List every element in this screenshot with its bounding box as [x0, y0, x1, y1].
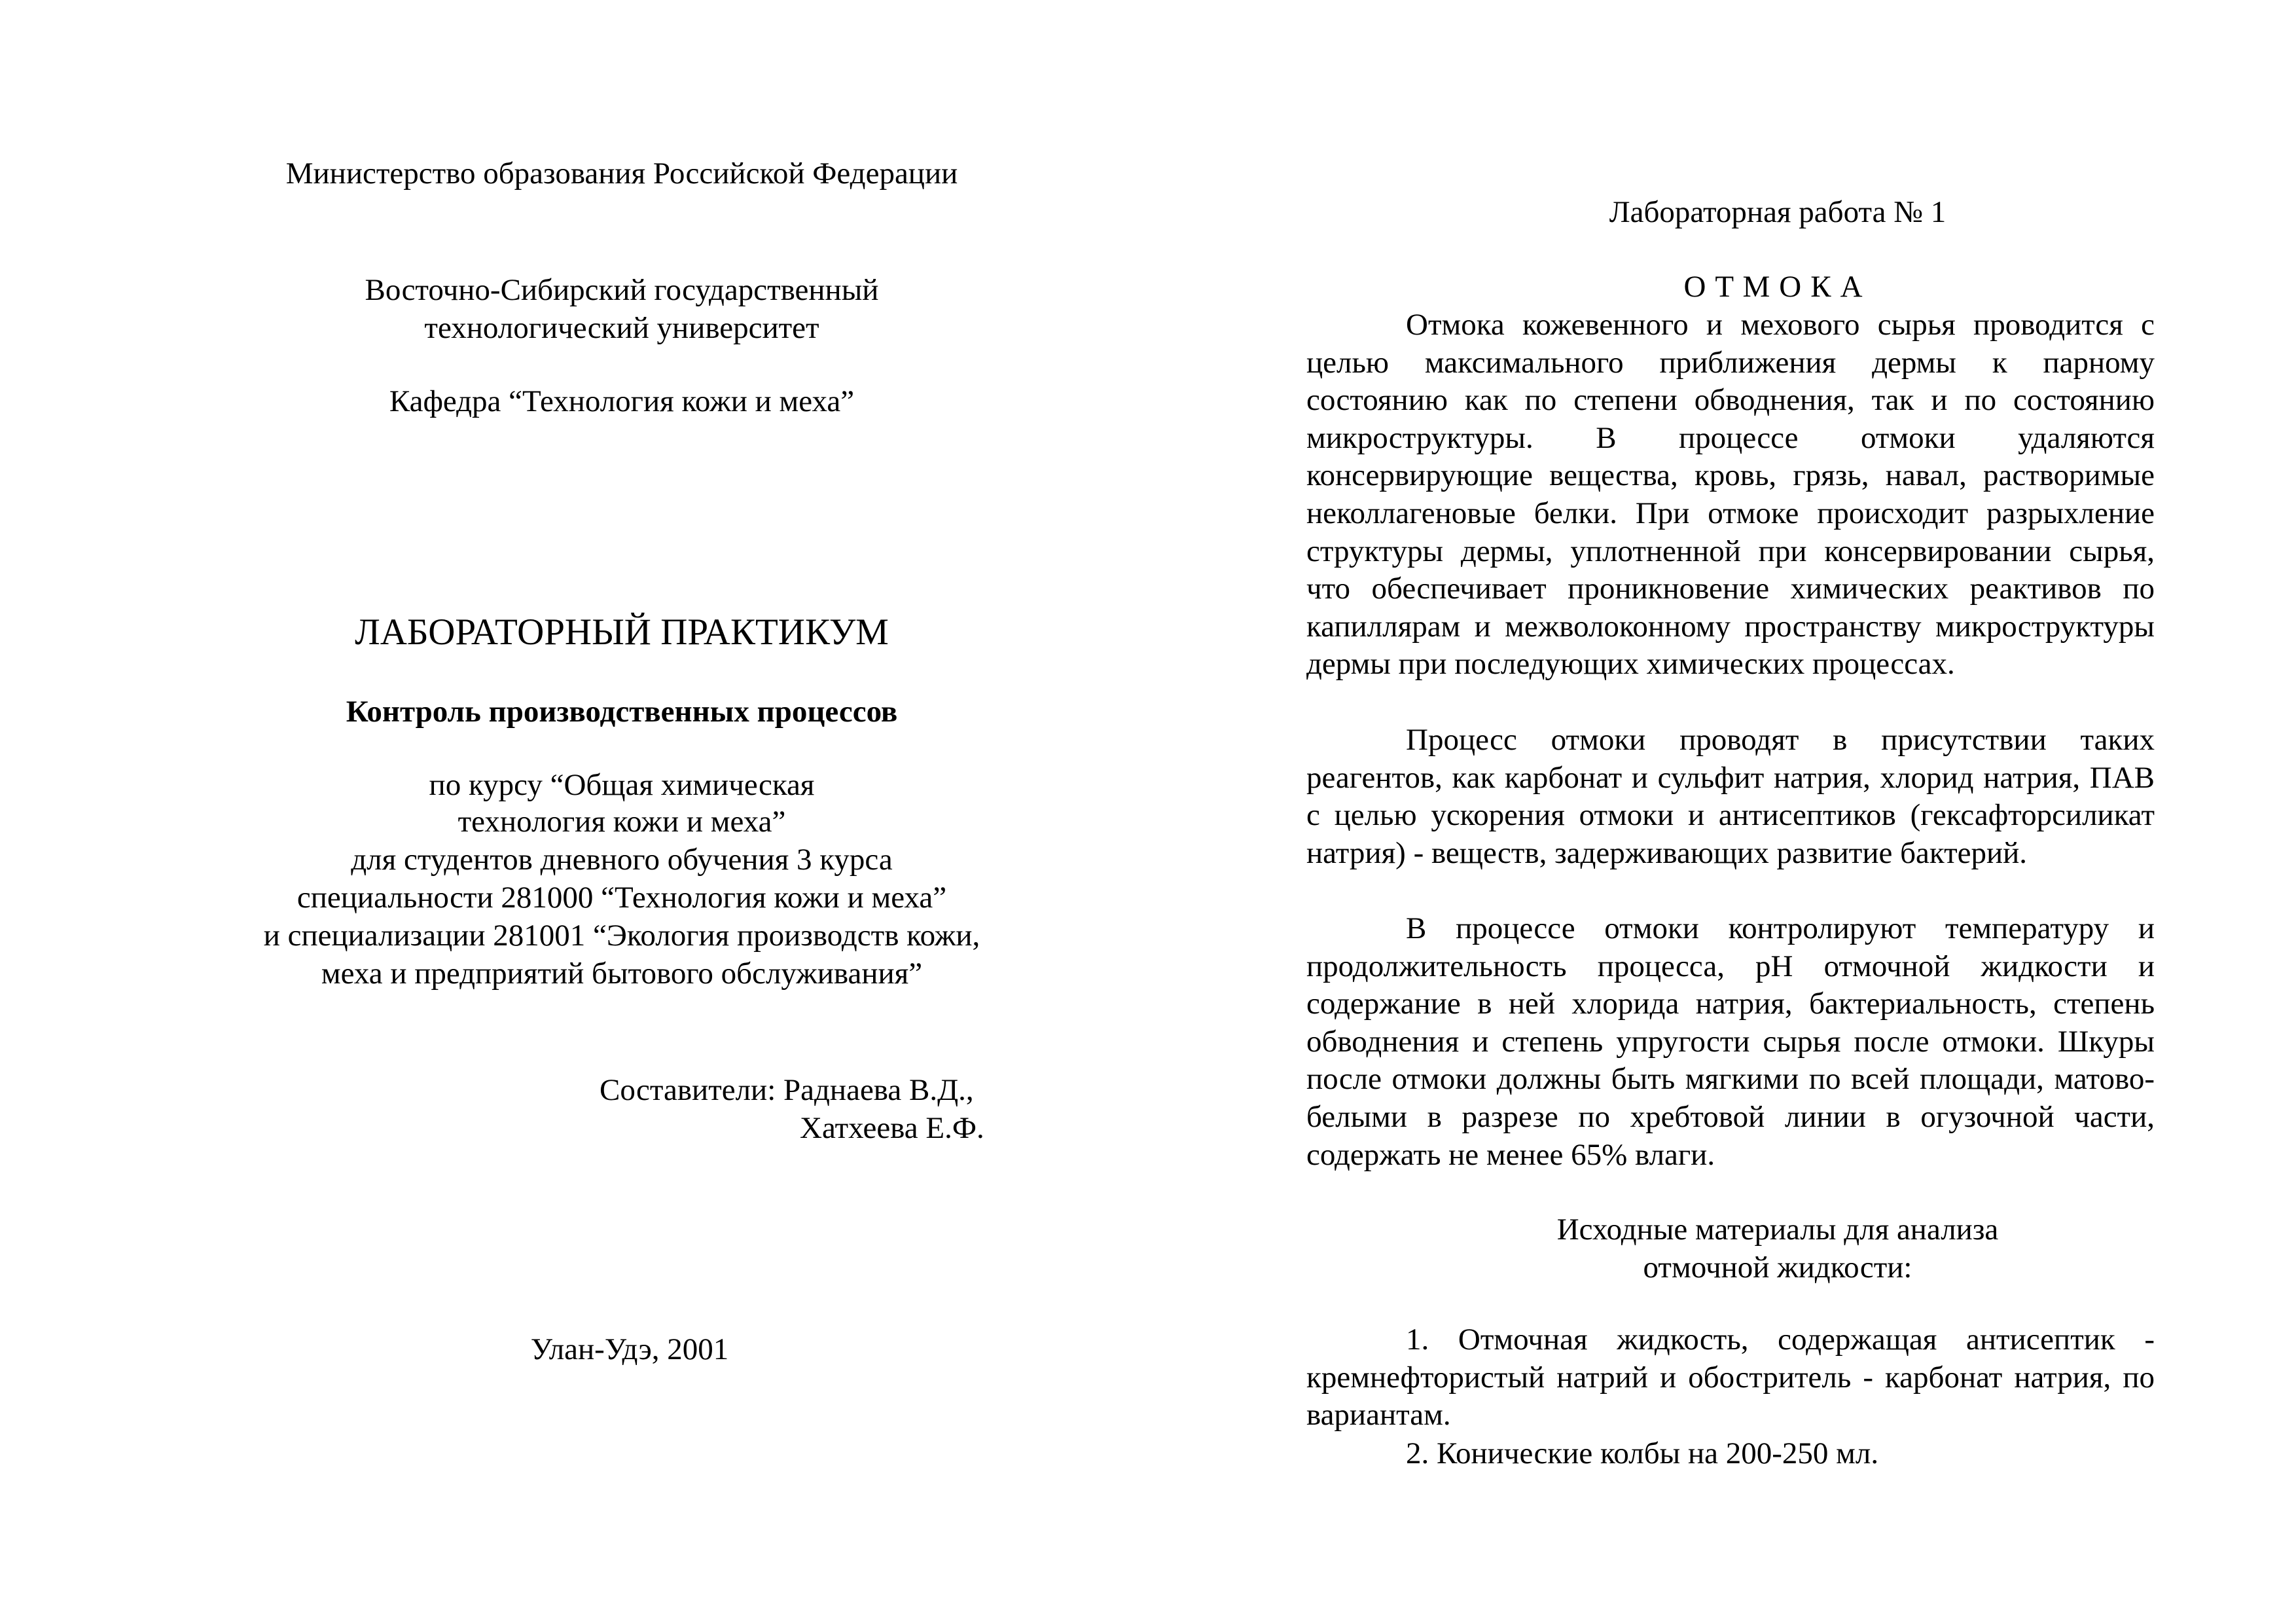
body-paragraph: Отмока кожевенного и мехового сырья проводится с целью максимального приближения дермы к парному состоянию как по степени обводнения, так и по состоянию микроструктуры. В процессе отмоки удаляются консервирующие вещества, кровь, грязь, навал, растворимые неколлагеновые белки. При отмоке происходит разрыхление структуры дермы, уплотненной при консервировании сырья, что обеспечивает проникновение химических реактивов по капиллярам и межволоконному пространству микроструктуры дермы при последующих химических процессах. — [1306, 308, 2155, 682]
course-line: по курсу “Общая химическая — [429, 768, 815, 802]
body-paragraph: Процесс отмоки проводят в присутствии таких реагентов, как карбонат и сульфит натрия, хлорид натрия, ПАВ с целью ускорения отмоки и антисептиков (гексафторсиликат натрия) - веществ, задерживающих развитие бактерий. — [1306, 723, 2155, 870]
university-name-line1: Восточно-Сибирский государственный — [365, 273, 879, 307]
lab-work-page — [1306, 0, 2157, 1623]
place-and-year: Улан-Удэ, 2001 — [530, 1332, 729, 1366]
lab-work-topic: ОТМОКА — [1683, 270, 1872, 304]
lab-work-number: Лабораторная работа № 1 — [1609, 195, 1946, 229]
materials-list-item: 2. Конические колбы на 200-250 мл. — [1406, 1436, 1879, 1470]
document-subtitle: Контроль производственных процессов — [346, 695, 898, 729]
course-line: технология кожи и меха” — [457, 805, 786, 839]
compilers-line2: Хатхеева Е.Ф. — [800, 1111, 984, 1145]
materials-heading-line2: отмочной жидкости: — [1643, 1250, 1912, 1285]
course-line: и специализации 281001 “Экология производств кожи, — [263, 919, 980, 953]
university-name-line2: технологический университет — [424, 311, 819, 345]
body-paragraph: В процессе отмоки контролируют температуру и продолжительность процесса, pH отмочной жидкости и содержание в ней хлорида натрия, бактериальность, степень обводнения и степень упругости сырья после отмоки. Шкуры после отмоки должны быть мягкими по всей площади, матово-белыми в разрезе по хребтовой линии в огузочной части, содержать не менее 65% влаги. — [1306, 911, 2155, 1172]
materials-heading-line1: Исходные материалы для анализа — [1556, 1213, 1999, 1247]
document-title: ЛАБОРАТОРНЫЙ ПРАКТИКУМ — [355, 611, 889, 653]
materials-list-item: 1. Отмочная жидкость, содержащая антисептик - кремнефтористый натрий и обостритель - карбонат натрия, по вариантам. — [1306, 1322, 2155, 1432]
course-line: специальности 281000 “Технология кожи и меха” — [296, 881, 947, 915]
ministry-name: Министерство образования Российской Федерации — [285, 156, 958, 191]
course-line: меха и предприятий бытового обслуживания” — [321, 957, 923, 991]
course-line: для студентов дневного обучения 3 курса — [351, 843, 893, 877]
compilers-line1: Составители: Раднаева В.Д., — [600, 1073, 974, 1107]
department-name: Кафедра “Технология кожи и меха” — [389, 384, 855, 418]
